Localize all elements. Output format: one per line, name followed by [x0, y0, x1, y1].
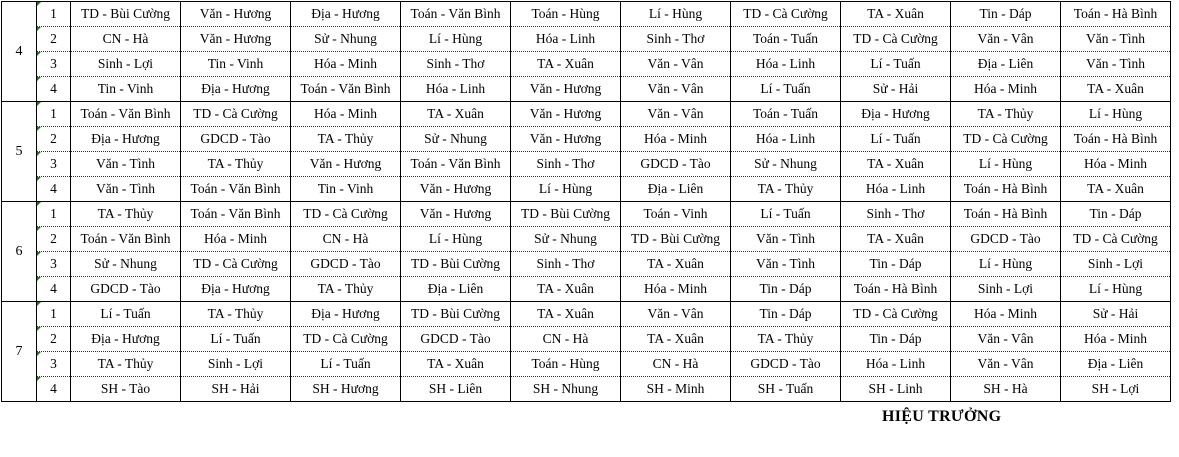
table-row [2, 302, 1171, 327]
schedule-cell: Sinh - Lợi [181, 352, 291, 377]
period-number: 2 [50, 231, 57, 246]
schedule-cell: Địa - Hương [181, 277, 291, 302]
schedule-cell: Sinh - Thơ [401, 52, 511, 77]
cell-marker-icon [37, 77, 41, 81]
schedule-cell: TA - Xuân [401, 102, 511, 127]
period-number-cell [37, 77, 71, 102]
schedule-cell: Văn - Hương [511, 127, 621, 152]
schedule-cell: TA - Xuân [511, 277, 621, 302]
schedule-cell: Văn - Tình [1061, 52, 1171, 77]
schedule-cell: Toán - Vinh [621, 202, 731, 227]
table-row [2, 127, 1171, 152]
cell-marker-icon [37, 377, 41, 381]
schedule-cell: Hóa - Minh [291, 102, 401, 127]
schedule-cell: Hóa - Minh [951, 302, 1061, 327]
table-row [2, 52, 1171, 77]
schedule-cell: Toán - Tuấn [731, 27, 841, 52]
period-number: 4 [50, 81, 57, 96]
schedule-cell: Hóa - Minh [621, 277, 731, 302]
cell-marker-icon [37, 27, 41, 31]
period-number: 3 [50, 356, 57, 371]
schedule-cell: TA - Thủy [181, 152, 291, 177]
period-number-cell [37, 277, 71, 302]
table-row [2, 377, 1171, 402]
schedule-cell: TA - Thủy [291, 277, 401, 302]
schedule-cell: Văn - Tình [71, 177, 181, 202]
table-row [2, 177, 1171, 202]
schedule-cell: Sinh - Thơ [841, 202, 951, 227]
schedule-cell: TA - Xuân [841, 152, 951, 177]
schedule-cell: Tin - Dáp [1061, 202, 1171, 227]
schedule-cell: Toán - Văn Bình [401, 2, 511, 27]
schedule-cell: Hóa - Minh [1061, 152, 1171, 177]
schedule-cell: Toán - Hùng [511, 352, 621, 377]
period-number: 2 [50, 331, 57, 346]
schedule-cell: Toán - Văn Bình [71, 102, 181, 127]
schedule-cell: Lí - Hùng [1061, 102, 1171, 127]
period-number: 2 [50, 31, 57, 46]
schedule-cell: Địa - Hương [71, 327, 181, 352]
period-number-cell [37, 152, 71, 177]
schedule-cell: Văn - Vân [951, 27, 1061, 52]
schedule-cell: Toán - Văn Bình [401, 152, 511, 177]
schedule-cell: Sử - Hải [1061, 302, 1171, 327]
schedule-cell: Toán - Văn Bình [181, 202, 291, 227]
schedule-cell: TA - Xuân [401, 352, 511, 377]
schedule-cell: TD - Cà Cường [841, 27, 951, 52]
schedule-cell: Địa - Hương [291, 2, 401, 27]
schedule-cell: Toán - Hà Bình [1061, 2, 1171, 27]
schedule-cell: Lí - Hùng [401, 227, 511, 252]
schedule-cell: Lí - Hùng [511, 177, 621, 202]
schedule-cell: SH - Liên [401, 377, 511, 402]
cell-marker-icon [37, 302, 41, 306]
table-row [2, 252, 1171, 277]
schedule-cell: Hóa - Linh [401, 77, 511, 102]
schedule-cell: Địa - Hương [71, 127, 181, 152]
schedule-cell: Hóa - Linh [841, 177, 951, 202]
schedule-cell: Hóa - Minh [291, 52, 401, 77]
table-row [2, 227, 1171, 252]
schedule-cell: Sinh - Thơ [511, 152, 621, 177]
day-label: 4 [2, 2, 37, 102]
schedule-cell: TD - Cà Cường [291, 327, 401, 352]
schedule-cell: TA - Thủy [71, 202, 181, 227]
schedule-cell: Địa - Liên [401, 277, 511, 302]
schedule-cell: Lí - Tuấn [181, 327, 291, 352]
schedule-cell: Lí - Tuấn [291, 352, 401, 377]
period-number: 3 [50, 256, 57, 271]
period-number: 1 [50, 6, 57, 21]
schedule-cell: Hóa - Linh [731, 52, 841, 77]
schedule-cell: Văn - Hương [511, 77, 621, 102]
schedule-cell: Địa - Liên [621, 177, 731, 202]
schedule-cell: SH - Minh [621, 377, 731, 402]
schedule-cell: Sử - Nhung [71, 252, 181, 277]
schedule-cell: SH - Tào [71, 377, 181, 402]
schedule-cell: Lí - Hùng [1061, 277, 1171, 302]
schedule-cell: Toán - Hà Bình [951, 177, 1061, 202]
schedule-cell: TA - Thủy [731, 177, 841, 202]
schedule-cell: Sử - Nhung [511, 227, 621, 252]
schedule-cell: Tin - Dáp [951, 2, 1061, 27]
schedule-cell: Địa - Hương [291, 302, 401, 327]
cell-marker-icon [37, 227, 41, 231]
period-number-cell [37, 302, 71, 327]
schedule-cell: SH - Tuấn [731, 377, 841, 402]
cell-marker-icon [37, 277, 41, 281]
period-number: 3 [50, 56, 57, 71]
schedule-cell: Toán - Văn Bình [291, 77, 401, 102]
schedule-cell: Địa - Hương [181, 77, 291, 102]
schedule-cell: SH - Lợi [1061, 377, 1171, 402]
cell-marker-icon [37, 152, 41, 156]
period-number: 4 [50, 381, 57, 396]
schedule-cell: GDCD - Tào [731, 352, 841, 377]
schedule-cell: Địa - Hương [841, 102, 951, 127]
schedule-cell: Văn - Hương [181, 27, 291, 52]
schedule-cell: Sinh - Thơ [511, 252, 621, 277]
schedule-cell: Toán - Hùng [511, 2, 621, 27]
schedule-cell: TA - Thủy [951, 102, 1061, 127]
cell-marker-icon [37, 127, 41, 131]
cell-marker-icon [37, 102, 41, 106]
schedule-cell: Văn - Hương [401, 202, 511, 227]
day-label: 7 [2, 302, 37, 402]
schedule-cell: Hóa - Minh [181, 227, 291, 252]
schedule-cell: GDCD - Tào [181, 127, 291, 152]
period-number: 1 [50, 106, 57, 121]
schedule-cell: GDCD - Tào [71, 277, 181, 302]
schedule-cell: Lí - Hùng [621, 2, 731, 27]
table-row [2, 327, 1171, 352]
schedule-cell: Văn - Vân [951, 327, 1061, 352]
table-row [2, 27, 1171, 52]
schedule-cell: Lí - Hùng [401, 27, 511, 52]
schedule-cell: Hóa - Minh [951, 77, 1061, 102]
schedule-cell: SH - Linh [841, 377, 951, 402]
schedule-cell: Hóa - Minh [621, 127, 731, 152]
schedule-cell: GDCD - Tào [291, 252, 401, 277]
schedule-cell: Địa - Liên [1061, 352, 1171, 377]
schedule-cell: Hóa - Linh [731, 127, 841, 152]
schedule-cell: Văn - Vân [621, 102, 731, 127]
period-number-cell [37, 27, 71, 52]
schedule-cell: GDCD - Tào [401, 327, 511, 352]
schedule-cell: TD - Cà Cường [291, 202, 401, 227]
schedule-cell: TA - Thủy [181, 302, 291, 327]
schedule-cell: TA - Xuân [841, 2, 951, 27]
table-row [2, 152, 1171, 177]
schedule-cell: Sinh - Lợi [1061, 252, 1171, 277]
schedule-cell: Hóa - Minh [1061, 327, 1171, 352]
period-number-cell [37, 202, 71, 227]
schedule-cell: Sử - Nhung [291, 27, 401, 52]
schedule-cell: Toán - Tuấn [731, 102, 841, 127]
schedule-cell: Lí - Hùng [951, 252, 1061, 277]
schedule-cell: CN - Hà [511, 327, 621, 352]
schedule-cell: TA - Xuân [511, 302, 621, 327]
schedule-cell: Lí - Hùng [951, 152, 1061, 177]
schedule-cell: TA - Xuân [621, 252, 731, 277]
table-row [2, 77, 1171, 102]
period-number: 4 [50, 281, 57, 296]
cell-marker-icon [37, 327, 41, 331]
period-number: 2 [50, 131, 57, 146]
schedule-cell: Lí - Tuấn [731, 202, 841, 227]
table-row [2, 202, 1171, 227]
timetable-body [2, 2, 1171, 402]
schedule-cell: Lí - Tuấn [731, 77, 841, 102]
schedule-cell: Sử - Hải [841, 77, 951, 102]
period-number: 3 [50, 156, 57, 171]
timetable [1, 1, 1171, 402]
period-number: 1 [50, 306, 57, 321]
schedule-cell: Toán - Hà Bình [951, 202, 1061, 227]
schedule-cell: Văn - Vân [621, 302, 731, 327]
schedule-cell: Tin - Vinh [71, 77, 181, 102]
schedule-cell: Toán - Hà Bình [841, 277, 951, 302]
cell-marker-icon [37, 2, 41, 6]
period-number-cell [37, 377, 71, 402]
schedule-cell: Tin - Dáp [731, 302, 841, 327]
schedule-cell: TA - Xuân [1061, 177, 1171, 202]
schedule-cell: TD - Cà Cường [841, 302, 951, 327]
period-number-cell [37, 227, 71, 252]
schedule-cell: Văn - Tình [731, 227, 841, 252]
schedule-cell: TD - Bùi Cường [401, 302, 511, 327]
schedule-cell: TD - Cà Cường [181, 102, 291, 127]
schedule-cell: Tin - Dáp [841, 252, 951, 277]
principal-signature-title: HIỆU TRƯỞNG [882, 408, 1002, 425]
schedule-cell: CN - Hà [621, 352, 731, 377]
table-row [2, 2, 1171, 27]
table-row [2, 102, 1171, 127]
schedule-cell: Toán - Hà Bình [1061, 127, 1171, 152]
period-number-cell [37, 102, 71, 127]
schedule-cell: Tin - Dáp [841, 327, 951, 352]
table-row [2, 277, 1171, 302]
day-label: 6 [2, 202, 37, 302]
schedule-cell: Sinh - Lợi [71, 52, 181, 77]
schedule-cell: Hóa - Linh [511, 27, 621, 52]
cell-marker-icon [37, 352, 41, 356]
cell-marker-icon [37, 177, 41, 181]
schedule-cell: Hóa - Linh [841, 352, 951, 377]
schedule-cell: TD - Cà Cường [951, 127, 1061, 152]
period-number-cell [37, 352, 71, 377]
schedule-cell: CN - Hà [291, 227, 401, 252]
schedule-cell: Toán - Văn Bình [181, 177, 291, 202]
schedule-cell: TA - Xuân [621, 327, 731, 352]
schedule-cell: SH - Nhung [511, 377, 621, 402]
table-row [2, 352, 1171, 377]
schedule-cell: TD - Bùi Cường [71, 2, 181, 27]
cell-marker-icon [37, 252, 41, 256]
schedule-cell: Toán - Văn Bình [71, 227, 181, 252]
schedule-cell: Văn - Hương [511, 102, 621, 127]
schedule-cell: Văn - Hương [401, 177, 511, 202]
schedule-cell: Văn - Tình [731, 252, 841, 277]
schedule-cell: TD - Cà Cường [181, 252, 291, 277]
schedule-cell: Địa - Liên [951, 52, 1061, 77]
schedule-cell: Sinh - Lợi [951, 277, 1061, 302]
schedule-cell: TA - Xuân [841, 227, 951, 252]
schedule-cell: Lí - Tuấn [841, 52, 951, 77]
schedule-cell: GDCD - Tào [621, 152, 731, 177]
cell-marker-icon [37, 52, 41, 56]
schedule-cell: TD - Bùi Cường [511, 202, 621, 227]
period-number-cell [37, 252, 71, 277]
schedule-cell: Văn - Vân [621, 52, 731, 77]
schedule-cell: TA - Thủy [71, 352, 181, 377]
period-number-cell [37, 327, 71, 352]
period-number-cell [37, 127, 71, 152]
schedule-cell: Sử - Nhung [401, 127, 511, 152]
period-number-cell [37, 177, 71, 202]
period-number: 4 [50, 181, 57, 196]
schedule-cell: SH - Hải [181, 377, 291, 402]
period-number: 1 [50, 206, 57, 221]
schedule-cell: TD - Cà Cường [731, 2, 841, 27]
schedule-cell: SH - Hương [291, 377, 401, 402]
schedule-cell: GDCD - Tào [951, 227, 1061, 252]
schedule-cell: Văn - Tình [71, 152, 181, 177]
schedule-cell: Lí - Tuấn [71, 302, 181, 327]
schedule-cell: SH - Hà [951, 377, 1061, 402]
schedule-cell: Sinh - Thơ [621, 27, 731, 52]
schedule-cell: TA - Thủy [291, 127, 401, 152]
schedule-cell: Tin - Vinh [181, 52, 291, 77]
schedule-cell: CN - Hà [71, 27, 181, 52]
schedule-cell: TA - Thủy [731, 327, 841, 352]
schedule-cell: Văn - Hương [291, 152, 401, 177]
schedule-cell: Tin - Vinh [291, 177, 401, 202]
schedule-cell: Lí - Tuấn [841, 127, 951, 152]
schedule-cell: Văn - Vân [951, 352, 1061, 377]
schedule-cell: Văn - Vân [621, 77, 731, 102]
schedule-cell: TD - Bùi Cường [621, 227, 731, 252]
schedule-cell: TD - Cà Cường [1061, 227, 1171, 252]
schedule-cell: TD - Bùi Cường [401, 252, 511, 277]
schedule-cell: TA - Xuân [1061, 77, 1171, 102]
schedule-cell: Văn - Hương [181, 2, 291, 27]
period-number-cell [37, 2, 71, 27]
schedule-cell: TA - Xuân [511, 52, 621, 77]
day-label: 5 [2, 102, 37, 202]
cell-marker-icon [37, 202, 41, 206]
period-number-cell [37, 52, 71, 77]
schedule-cell: Văn - Tình [1061, 27, 1171, 52]
schedule-cell: Tin - Dáp [731, 277, 841, 302]
schedule-cell: Sử - Nhung [731, 152, 841, 177]
